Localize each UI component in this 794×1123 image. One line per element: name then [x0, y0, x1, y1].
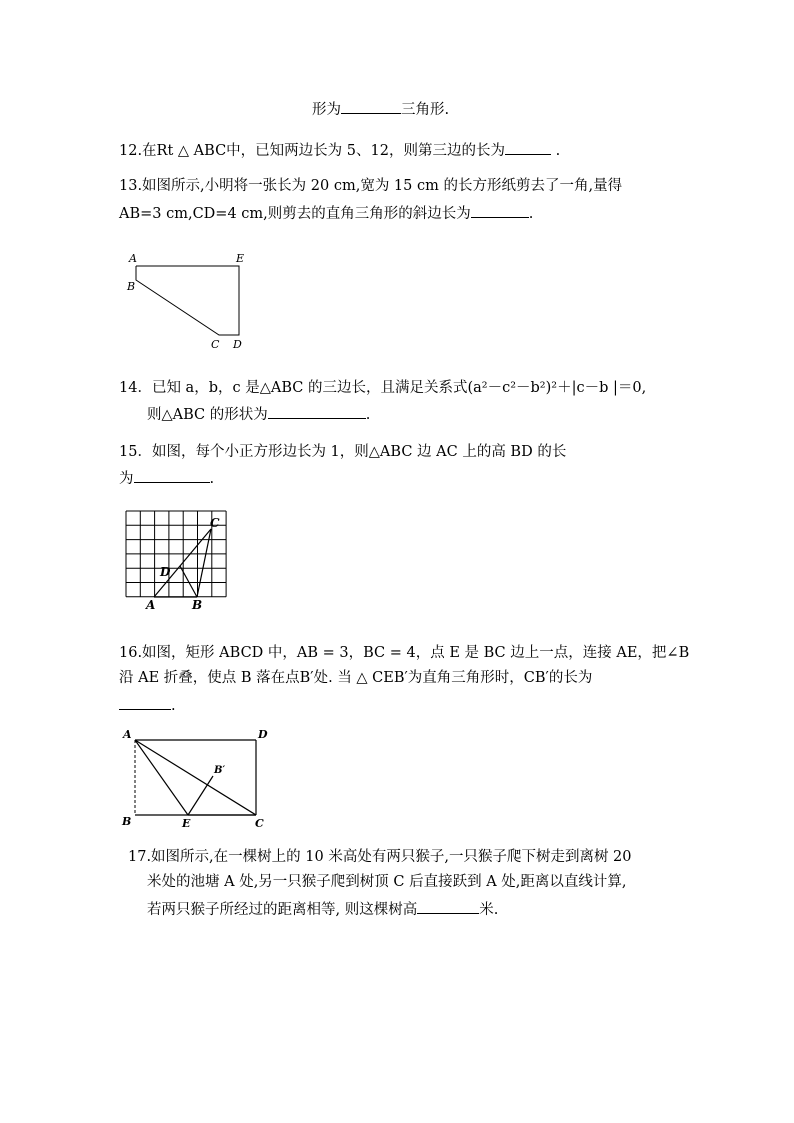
label-d: D [233, 338, 242, 351]
label-e: E [236, 252, 245, 265]
answer-blank[interactable] [417, 898, 479, 914]
answer-blank[interactable] [505, 139, 551, 155]
question-15-grid-figure [126, 511, 230, 615]
answer-blank[interactable] [341, 98, 401, 114]
question-17-line-1: 17.如图所示,在一棵树上的 10 米高处有两只猴子,一只猴子爬下树走到离树 20 [128, 849, 632, 865]
label-b: B [192, 598, 203, 612]
label-c: C [255, 817, 264, 830]
answer-blank[interactable] [134, 467, 210, 483]
question-17-text: 若两只猴子所经过的距离相等, 则这棵树高 [147, 902, 418, 918]
question-16-line-1: 16.如图，矩形 ABCD 中，AB = 3，BC = 4，点 E 是 BC 边上一点，连接 AE，把∠B [119, 645, 690, 661]
question-14-suffix: . [365, 407, 371, 423]
label-a: A [146, 598, 156, 612]
label-d: D [258, 728, 268, 741]
question-13-suffix: . [528, 206, 534, 222]
label-c: C [210, 516, 220, 530]
question-11-suffix: 三角形. [401, 102, 450, 118]
label-a: A [123, 728, 132, 741]
question-13-text: AB=3 cm,CD=4 cm,则剪去的直角三角形的斜边长为 [119, 206, 471, 222]
question-13-line-1: 13.如图所示,小明将一张长为 20 cm,宽为 15 cm 的长方形纸剪去了一角,量得 [119, 178, 623, 194]
question-14-line-1: 14．已知 a，b，c 是△ABC 的三边长，且满足关系式(a²－c²－b²)²＋|c－b |＝0, [119, 380, 647, 396]
question-12-suffix: . [555, 143, 561, 159]
answer-blank[interactable] [471, 202, 529, 218]
question-16-line-2: 沿 AE 折叠，使点 B 落在点B′处. 当 △ CEB′为直角三角形时，CB′的长为 [119, 670, 593, 686]
label-b-prime: B′ [214, 765, 226, 776]
question-17-suffix: 米. [479, 902, 499, 918]
question-15-line-2 [119, 467, 214, 489]
label-c: C [211, 338, 220, 351]
question-14-text: 则△ABC 的形状为 [147, 407, 268, 423]
label-b: B [127, 280, 136, 293]
question-11-text: 形为 [312, 102, 341, 118]
question-12-line [119, 139, 560, 161]
question-14-line-2 [147, 403, 370, 425]
question-15-line-1: 15．如图，每个小正方形边长为 1，则△ABC 边 AC 上的高 BD 的长 [119, 444, 567, 460]
label-b: B [122, 815, 132, 828]
label-e: E [182, 817, 191, 830]
answer-blank[interactable] [119, 694, 171, 710]
question-17-line-3 [147, 898, 498, 920]
question-16-figure [118, 724, 278, 832]
question-15-text: 为 [119, 471, 134, 487]
label-a: A [129, 252, 137, 265]
question-15-suffix: . [209, 471, 215, 487]
question-11-line [312, 98, 449, 120]
question-17-line-2: 米处的池塘 A 处,另一只猴子爬到树顶 C 后直接跃到 A 处,距离以直线计算, [147, 874, 627, 890]
question-16-line-3 [119, 694, 176, 716]
question-13-figure [118, 248, 258, 354]
question-13-line-2 [119, 202, 533, 224]
question-16-suffix: . [171, 698, 176, 714]
answer-blank[interactable] [268, 403, 366, 419]
question-12-text: 12.在Rt △ ABC中，已知两边长为 5、12，则第三边的长为 [119, 143, 505, 159]
label-d: D [160, 565, 171, 579]
